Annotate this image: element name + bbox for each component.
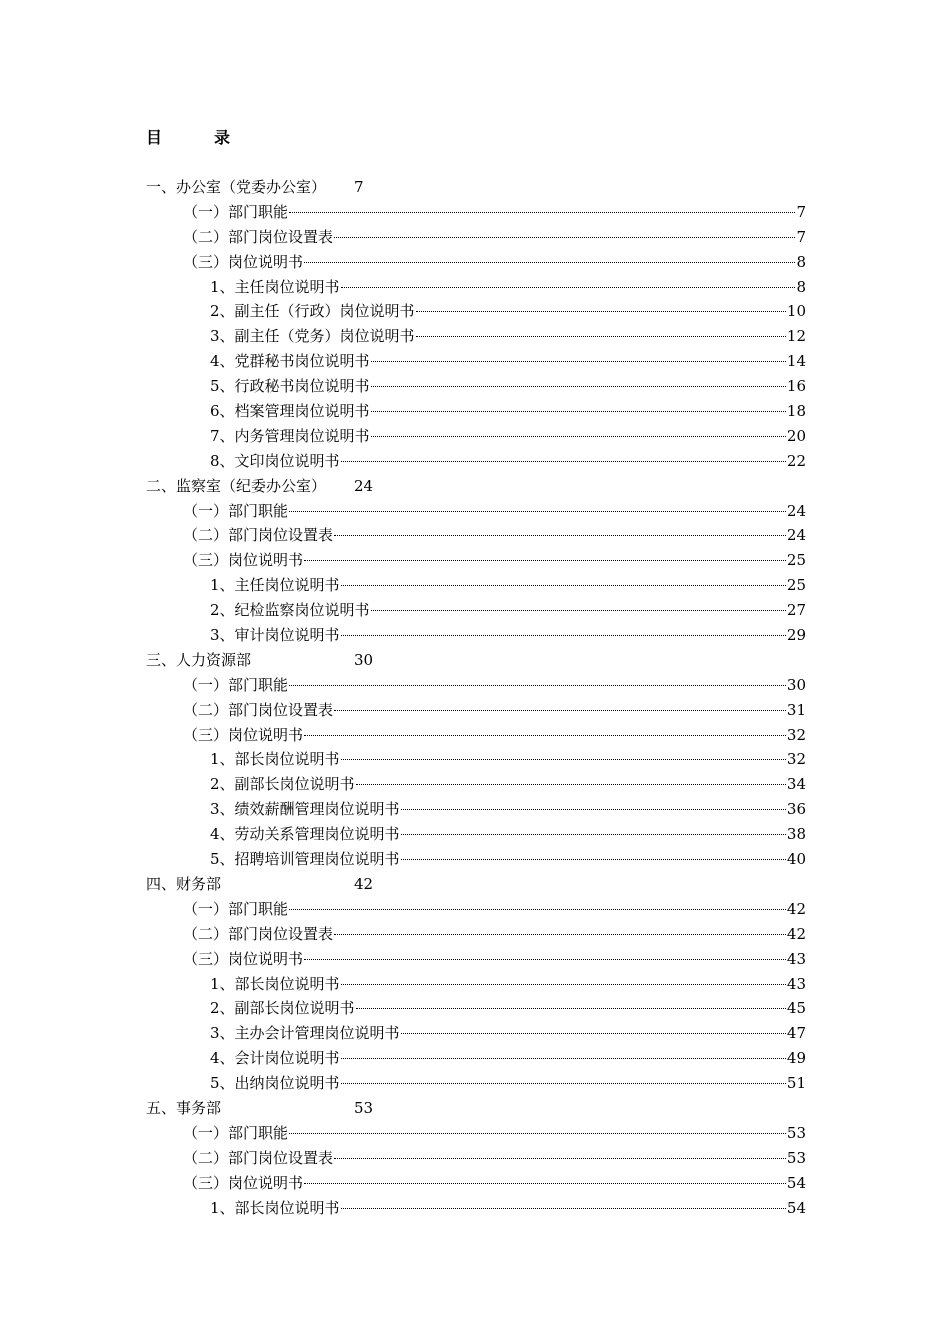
toc-entry-text: （一）部门职能 xyxy=(183,1123,289,1142)
toc-entry[interactable] xyxy=(146,424,806,449)
toc-entry-text: 1、主任岗位说明书 xyxy=(210,277,340,296)
toc-page-number: 29 xyxy=(786,626,806,645)
toc-entry[interactable] xyxy=(146,996,806,1021)
toc-section-entry[interactable] xyxy=(146,872,806,897)
toc-page-number: 53 xyxy=(786,1148,806,1167)
toc-dot-leader xyxy=(371,610,786,611)
toc-entry-text: 1、主任岗位说明书 xyxy=(210,576,340,595)
toc-page-number: 42 xyxy=(786,899,806,918)
toc-dot-leader xyxy=(401,859,786,860)
toc-page-number: 7 xyxy=(796,227,806,246)
toc-page-number: 24 xyxy=(786,501,806,520)
toc-page-number: 8 xyxy=(796,277,806,296)
toc-page-number: 7 xyxy=(354,178,364,196)
toc-entry-text: 5、出纳岗位说明书 xyxy=(210,1074,340,1093)
toc-entry-text: 2、副部长岗位说明书 xyxy=(210,775,355,794)
toc-entry-text: （一）部门职能 xyxy=(183,501,289,520)
toc-entry-text: （三）岗位说明书 xyxy=(183,725,304,744)
toc-entry-text: 1、部长岗位说明书 xyxy=(210,750,340,769)
toc-dot-leader xyxy=(416,336,786,337)
toc-entry-text: （二）部门岗位设置表 xyxy=(183,526,334,545)
toc-entry[interactable] xyxy=(146,399,806,424)
toc-page-number: 45 xyxy=(786,999,806,1018)
toc-entry-text: （一）部门职能 xyxy=(183,675,289,694)
toc-page-number: 51 xyxy=(786,1074,806,1093)
toc-page-number: 10 xyxy=(786,302,806,321)
toc-page-number: 18 xyxy=(786,402,806,421)
toc-page-number: 53 xyxy=(354,1098,374,1117)
toc-entry[interactable] xyxy=(146,698,806,723)
toc-entry[interactable] xyxy=(146,225,806,250)
toc-page-number: 14 xyxy=(786,352,806,371)
toc-dot-leader xyxy=(341,759,786,760)
toc-entry[interactable] xyxy=(146,523,806,548)
toc-entry-text: 5、行政秘书岗位说明书 xyxy=(210,377,370,396)
toc-dot-leader xyxy=(371,436,786,437)
toc-page-number: 49 xyxy=(786,1049,806,1068)
toc-entry[interactable] xyxy=(146,847,806,872)
toc-entry[interactable] xyxy=(146,548,806,573)
toc-dot-leader xyxy=(401,834,786,835)
toc-dot-leader xyxy=(401,809,786,810)
toc-entry[interactable] xyxy=(146,972,806,997)
toc-entry[interactable] xyxy=(146,200,806,225)
toc-page-number: 42 xyxy=(354,874,374,893)
toc-entry[interactable] xyxy=(146,897,806,922)
toc-page-number: 32 xyxy=(786,725,806,744)
toc-page-number: 36 xyxy=(786,800,806,819)
toc-page-number: 24 xyxy=(354,476,374,495)
toc-page-number: 31 xyxy=(786,700,806,719)
toc-entry[interactable] xyxy=(146,1071,806,1096)
toc-entry[interactable] xyxy=(146,623,806,648)
toc-dot-leader xyxy=(356,1008,786,1009)
toc-section-entry[interactable] xyxy=(146,1096,806,1121)
toc-entry-text: （二）部门岗位设置表 xyxy=(183,1148,334,1167)
toc-page-number: 7 xyxy=(796,202,806,221)
toc-entry[interactable] xyxy=(146,673,806,698)
toc-page-number: 22 xyxy=(786,451,806,470)
toc-page-number: 47 xyxy=(786,1024,806,1043)
toc-dot-leader xyxy=(371,361,786,362)
toc-entry-text: 3、主办会计管理岗位说明书 xyxy=(210,1024,400,1043)
toc-section-entry[interactable] xyxy=(146,175,806,200)
toc-entry[interactable] xyxy=(146,598,806,623)
toc-entry[interactable] xyxy=(146,1121,806,1146)
toc-page-number: 34 xyxy=(786,775,806,794)
toc-dot-leader xyxy=(334,1158,786,1159)
toc-dot-leader xyxy=(416,311,786,312)
toc-page-number: 43 xyxy=(786,949,806,968)
toc-title: 目 录 xyxy=(146,128,249,147)
toc-entry[interactable] xyxy=(146,349,806,374)
toc-entry-text: （三）岗位说明书 xyxy=(183,252,304,271)
toc-dot-leader xyxy=(341,1208,786,1209)
toc-dot-leader xyxy=(289,511,786,512)
toc-entry-text: （二）部门岗位设置表 xyxy=(183,924,334,943)
toc-entry-text: （一）部门职能 xyxy=(183,899,289,918)
toc-entry[interactable] xyxy=(146,1196,806,1221)
toc-entry-text: 4、党群秘书岗位说明书 xyxy=(210,352,370,371)
toc-entry-text: 1、部长岗位说明书 xyxy=(210,974,340,993)
toc-page-number: 30 xyxy=(786,675,806,694)
toc-dot-leader xyxy=(341,585,786,586)
toc-entry[interactable] xyxy=(146,573,806,598)
toc-dot-leader xyxy=(371,386,786,387)
toc-dot-leader xyxy=(304,1183,786,1184)
toc-dot-leader xyxy=(341,287,796,288)
toc-list xyxy=(146,175,806,1220)
toc-dot-leader xyxy=(289,1133,786,1134)
toc-page-number: 8 xyxy=(796,252,806,271)
toc-entry[interactable] xyxy=(146,947,806,972)
toc-dot-leader xyxy=(334,710,786,711)
toc-dot-leader xyxy=(289,909,786,910)
toc-entry-text: （三）岗位说明书 xyxy=(183,551,304,570)
toc-page-number: 16 xyxy=(786,377,806,396)
toc-entry-text: （二）部门岗位设置表 xyxy=(183,700,334,719)
toc-entry[interactable] xyxy=(146,449,806,474)
toc-dot-leader xyxy=(334,934,786,935)
toc-entry-text: 5、招聘培训管理岗位说明书 xyxy=(210,850,400,869)
toc-entry[interactable] xyxy=(146,822,806,847)
toc-entry-text: （三）岗位说明书 xyxy=(183,949,304,968)
toc-dot-leader xyxy=(304,262,795,263)
toc-dot-leader xyxy=(371,411,786,412)
toc-entry-text: （三）岗位说明书 xyxy=(183,1173,304,1192)
toc-entry-text: 3、审计岗位说明书 xyxy=(210,626,340,645)
toc-dot-leader xyxy=(341,635,786,636)
toc-entry[interactable] xyxy=(146,275,806,300)
toc-dot-leader xyxy=(341,984,786,985)
toc-entry[interactable] xyxy=(146,922,806,947)
toc-entry[interactable] xyxy=(146,1146,806,1171)
toc-page-number: 40 xyxy=(786,850,806,869)
toc-entry-text: 6、档案管理岗位说明书 xyxy=(210,402,370,421)
toc-page-number: 30 xyxy=(354,650,374,669)
toc-page-number: 43 xyxy=(786,974,806,993)
toc-entry-text: 4、会计岗位说明书 xyxy=(210,1049,340,1068)
toc-page-number: 53 xyxy=(786,1123,806,1142)
toc-dot-leader xyxy=(304,735,786,736)
toc-dot-leader xyxy=(304,959,786,960)
toc-entry[interactable] xyxy=(146,1171,806,1196)
toc-page-number: 42 xyxy=(786,924,806,943)
toc-dot-leader xyxy=(341,1083,786,1084)
toc-entry-text: 4、劳动关系管理岗位说明书 xyxy=(210,825,400,844)
toc-section-entry[interactable] xyxy=(146,648,806,673)
toc-entry[interactable] xyxy=(146,324,806,349)
toc-entry-text: （二）部门岗位设置表 xyxy=(183,227,334,246)
toc-page-number: 20 xyxy=(786,426,806,445)
toc-page-number: 12 xyxy=(786,327,806,346)
toc-dot-leader xyxy=(401,1033,786,1034)
toc-entry[interactable] xyxy=(146,1021,806,1046)
toc-dot-leader xyxy=(341,461,786,462)
toc-page-number: 54 xyxy=(786,1173,806,1192)
toc-dot-leader xyxy=(289,212,795,213)
toc-page-number: 24 xyxy=(786,526,806,545)
toc-entry-text: 8、文印岗位说明书 xyxy=(210,451,340,470)
toc-entry[interactable] xyxy=(146,499,806,524)
toc-entry[interactable] xyxy=(146,772,806,797)
toc-entry-text: 2、副主任（行政）岗位说明书 xyxy=(210,302,415,321)
toc-entry[interactable] xyxy=(146,723,806,748)
toc-entry[interactable] xyxy=(146,1046,806,1071)
toc-entry-text: 五、事务部 xyxy=(146,1098,222,1117)
toc-entry[interactable] xyxy=(146,797,806,822)
toc-entry-text: 3、绩效薪酬管理岗位说明书 xyxy=(210,800,400,819)
toc-dot-leader xyxy=(304,560,786,561)
toc-entry-text: 3、副主任（党务）岗位说明书 xyxy=(210,327,415,346)
toc-dot-leader xyxy=(356,784,786,785)
toc-entry-text: 7、内务管理岗位说明书 xyxy=(210,426,370,445)
toc-page-number: 25 xyxy=(786,551,806,570)
toc-page-number: 54 xyxy=(786,1198,806,1217)
toc-page-number: 38 xyxy=(786,825,806,844)
toc-dot-leader xyxy=(334,237,795,238)
toc-entry[interactable] xyxy=(146,747,806,772)
toc-entry-text: 一、办公室（党委办公室） xyxy=(146,178,327,196)
toc-dot-leader xyxy=(341,1058,786,1059)
toc-section-entry[interactable] xyxy=(146,474,806,499)
toc-entry-text: 2、副部长岗位说明书 xyxy=(210,999,355,1018)
toc-dot-leader xyxy=(289,685,786,686)
toc-entry[interactable] xyxy=(146,299,806,324)
toc-entry-text: 三、人力资源部 xyxy=(146,650,252,669)
toc-dot-leader xyxy=(334,535,786,536)
toc-entry[interactable] xyxy=(146,374,806,399)
toc-entry-text: 四、财务部 xyxy=(146,874,222,893)
toc-entry-text: 二、监察室（纪委办公室） xyxy=(146,476,327,495)
toc-entry-text: 1、部长岗位说明书 xyxy=(210,1198,340,1217)
toc-entry[interactable] xyxy=(146,250,806,275)
toc-page-number: 27 xyxy=(786,601,806,620)
toc-entry-text: 2、纪检监察岗位说明书 xyxy=(210,601,370,620)
toc-entry-text: （一）部门职能 xyxy=(183,202,289,221)
toc-page-number: 32 xyxy=(786,750,806,769)
toc-page-number: 25 xyxy=(786,576,806,595)
